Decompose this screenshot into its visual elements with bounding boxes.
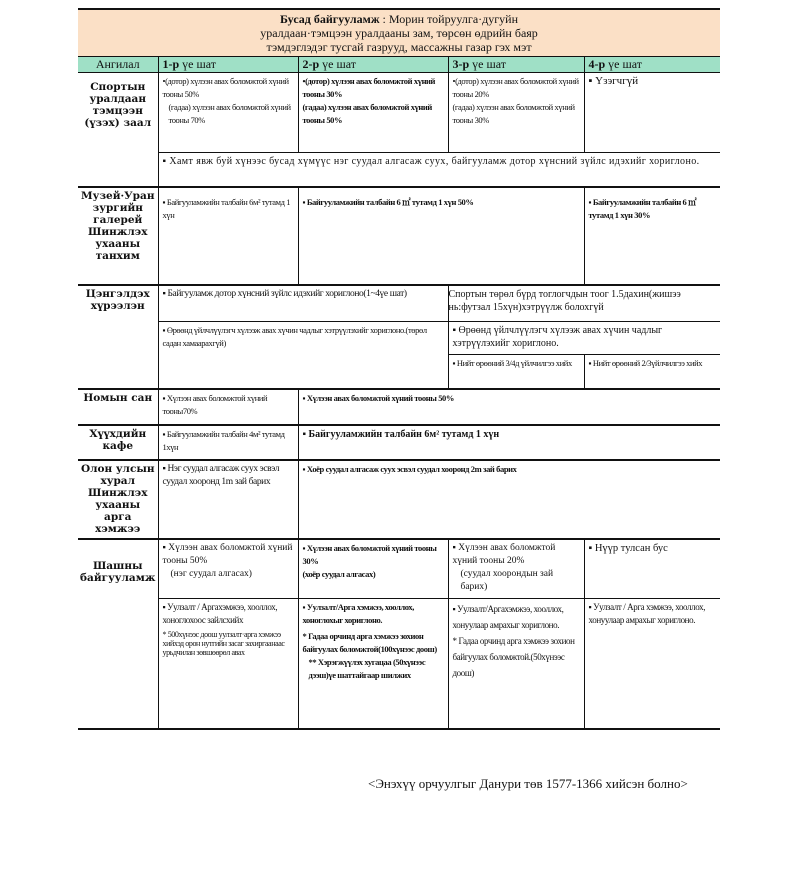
wedding-stage-4b: ▪ Уулзалт / Арга хэмжээ, хооллох, хонуулаар амрахыг хориглоно. (584, 599, 720, 729)
title-row (78, 9, 720, 57)
header-row (78, 57, 720, 73)
header-stage-2: 2-р үе шат (298, 57, 448, 73)
wedding-stage-3b: ▪ Уулзалт/Аргахэмжээ, хооллох, хонуулаар амрахыг хориглоно. * Гадаа орчинд арга хэмжээ зохион байгуулах боломжтой.(50хүнээс доош) (448, 599, 584, 729)
sport-stage-4: ▪ Үзэгчгүй (588, 75, 639, 87)
regulation-table-wrapper (78, 8, 720, 730)
ent-row-a (78, 285, 720, 322)
sport-note: ▪ Хамт явж буй хүнээс бусад хүмүүс нэг суудал алгасаж суух, байгууламж дотор хүнсний зүйлс идэхийг хориглоно. (158, 153, 720, 187)
title-bold: Бусад байгууламж (280, 12, 380, 26)
library-row (78, 389, 720, 425)
kids-category: Хүүхдийн кафе (78, 425, 158, 460)
library-category: Номын сан (78, 389, 158, 425)
ent-stage-3-4b: ▪ Өрөөнд үйлчлүүлэгч хүлээж авах хүчин чадлыг хэтрүүлэхийг хориглоно. (448, 322, 720, 355)
museum-row (78, 187, 720, 285)
ent-stage-3c: ▪ Нийт өрөөний 3/4д үйлчилгээ хийх (448, 355, 584, 389)
wedding-stage-3a: ▪ Хүлээн авах боломжтой хүний тооны 20% (суудал хоорондын зай барих) (448, 539, 584, 599)
header-stage-3: 3-р үе шат (448, 57, 584, 73)
sport-stage-2: •(дотор) хүлээн авах боломжтой хүний тооны 30% (гадаа) хүлээн авах боломжтой хүний тооны 50% (298, 73, 448, 153)
ent-stage-4c: ▪ Нийт өрөөний 2/3үйлчилгээ хийх (584, 355, 720, 389)
intl-stage-2-4: ▪ Хоёр суудал алгасаж суух эсвэл суудал хооронд 2m зай барих (298, 460, 720, 539)
library-stage-2-4: ▪ Хүлээн авах боломжтой хүний тооны 50% (298, 389, 720, 425)
intl-row (78, 460, 720, 539)
ent-row-b (78, 322, 720, 355)
wedding-stage-2b: ▪ Уулзалт/Арга хэмжээ, хооллох, хоноглохыг хориглоно. * Гадаа орчинд арга хэмжээ зохион байгуулах боломжтой(100хүнээс доош) ** Хэрэгжүүлэх хугацаа (50хүнээс дээш)үе шаттайгаар шилжих (298, 599, 448, 729)
title-line3: тэмдэглэдэг тусгай газрууд, массажны газар гэх мэт (266, 40, 532, 54)
ent-stage-1-2b: ▪ Өрөөнд үйлчлүүлэгч хүлээж авах хүчин чадлыг хэтрүүлэхийг хориглоно.(төрөл садан хамаарахгүй) (158, 322, 448, 389)
wedding-stage-1a: ▪ Хүлээн авах боломжтой хүний тооны 50% (нэг суудал алгасах) (158, 539, 298, 599)
sport-category: Спортын уралдаан тэмцээн (үзэх) заал (78, 73, 158, 187)
wedding-row-a (78, 539, 720, 599)
wedding-stage-1b: ▪ Уулзалт / Аргахэмжээ, хооллох, хоноглохоос зайлсхийх * 500хүнээс доош уулзалт·арга хэмжээ хийхэд орон нутгийн засаг захиргаанаас урьдчилан зөвшөөрөл авах (158, 599, 298, 729)
kids-stage-1: ▪ Байгууламжийн талбайн 4м² тутамд 1хүн (158, 425, 298, 460)
wedding-stage-4a: ▪ Нүүр тулсан бус (588, 542, 668, 554)
museum-stage-1: ▪ Байгууламжийн талбайн 6м² тутамд 1 хүн (158, 187, 298, 285)
intl-category: Олон улсын хурал Шинжлэх ухааны арга хэмжээ (78, 460, 158, 539)
ent-category: Цэнгэлдэх хүрээлэн (78, 285, 158, 389)
kids-stage-2-4: ▪ Байгууламжийн талбайн 6м² тутамд 1 хүн (298, 425, 720, 460)
museum-stage-2-3: ▪ Байгууламжийн талбайн 6 ㎡ тутамд 1 хүн 50% (298, 187, 584, 285)
regulation-table (78, 8, 720, 730)
header-stage-4: 4-р үе шат (584, 57, 720, 73)
kids-row (78, 425, 720, 460)
museum-category: Музей·Уран зургийн галерей Шинжлэх ухааны танхим (78, 187, 158, 285)
header-stage-1: 1-р үе шат (158, 57, 298, 73)
wedding-category: Шашны байгууламж (78, 539, 158, 729)
museum-stage-4: ▪ Байгууламжийн талбайн 6 ㎡ тутамд 1 хүн 30% (584, 187, 720, 285)
header-category: Ангилал (78, 57, 158, 73)
sport-row-a (78, 73, 720, 153)
ent-stage-3-4a: Спортын төрөл бүрд тоглогчдын тоог 1.5дахин(жишээ нь:футзал 15хүн)хэтрүүлж болохгүй (448, 288, 681, 313)
sport-row-b (78, 153, 720, 187)
title-line2: уралдаан·тэмцээн уралдааны зам, төрсөн өдрийн баяр (260, 26, 538, 40)
table-title (78, 9, 720, 57)
wedding-row-b (78, 599, 720, 729)
translation-footer: <Энэхүү орчуулгыг Данури төв 1577-1366 хийсэн болно> (368, 776, 688, 791)
title-rest: : Морин тойруулга·дугуйн (379, 12, 519, 26)
library-stage-1: ▪ Хүлээн авах боломжтой хүний тооны70% (158, 389, 298, 425)
ent-stage-1-2a: ▪ Байгууламж дотор хүнсний зүйлс идэхийг хориглоно(1~4үе шат) (158, 285, 448, 322)
sport-stage-3: •(дотор) хүлээн авах боломжтой хүний тооны 20% (гадаа) хүлээн авах боломжтой хүний тооны 30% (448, 73, 584, 153)
sport-stage-1: •(дотор) хүлээн авах боломжтой хүний тооны 50% (гадаа) хүлээн авах боломжтой хүний тооны 70% (158, 73, 298, 153)
wedding-stage-2a: ▪ Хүлээн авах боломжтой хүний тооны 30% (хоёр суудал алгасах) (298, 539, 448, 599)
intl-stage-1: ▪ Нэг суудал алгасаж суух эсвэл суудал хооронд 1m зай барих (158, 460, 298, 539)
